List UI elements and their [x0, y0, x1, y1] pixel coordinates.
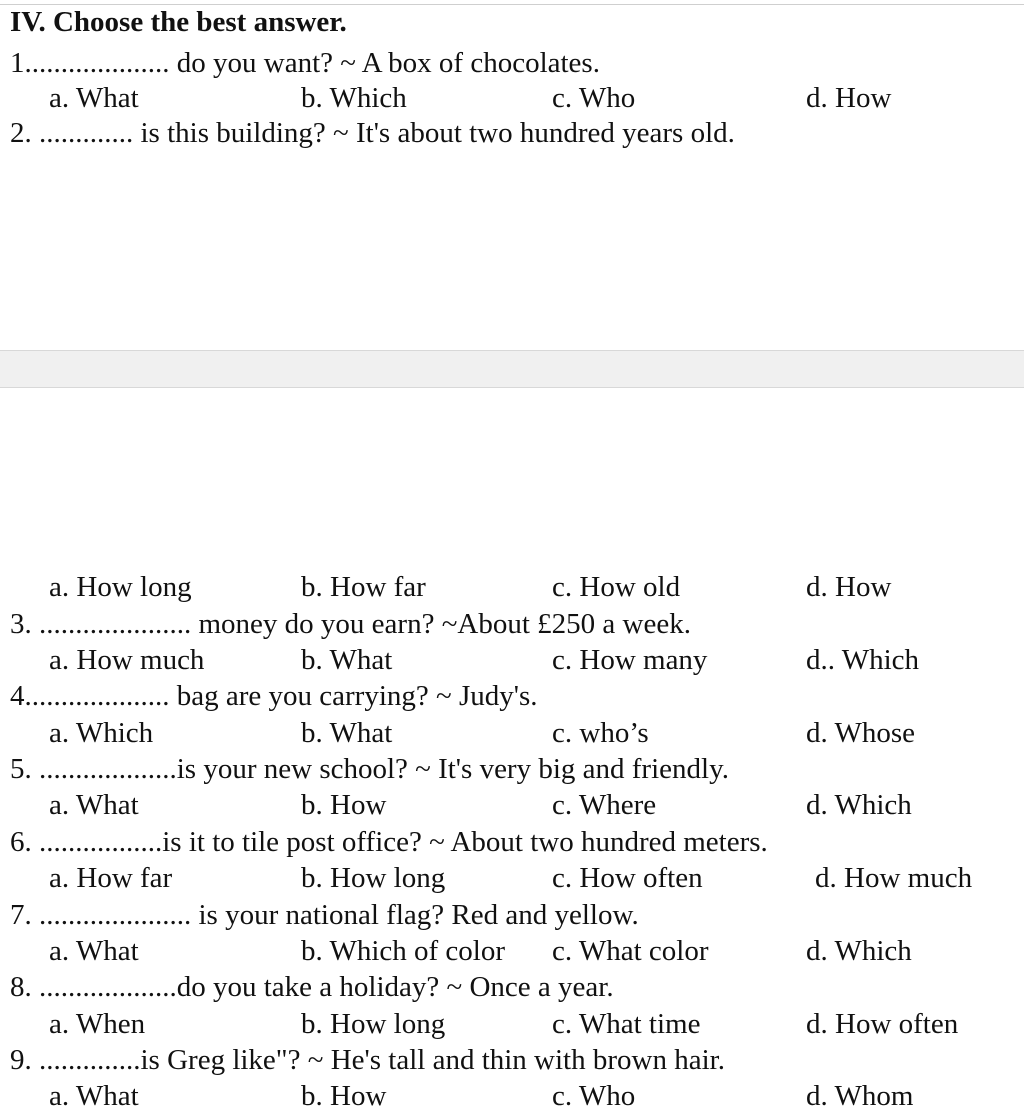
q3-option-c: c. How many — [552, 644, 708, 676]
q7-option-d: d. Which — [806, 935, 912, 967]
q9-option-c: c. Who — [552, 1080, 636, 1112]
q4-option-a: a. Which — [49, 717, 154, 749]
document-page-1 — [0, 40, 1024, 350]
q1-option-c: c. Who — [552, 82, 636, 114]
page-break — [0, 350, 1024, 388]
section-heading: IV. Choose the best answer. — [10, 6, 347, 38]
q4-option-d: d. Whose — [806, 717, 916, 749]
question-8: 8. ...................do you take a holiday? ~ Once a year. — [10, 971, 614, 1003]
q7-option-a: a. What — [49, 935, 139, 967]
q2-option-d: d. How — [806, 571, 892, 603]
q2-option-a: a. How long — [49, 571, 192, 603]
q5-option-d: d. Which — [806, 789, 912, 821]
q6-option-c: c. How often — [552, 862, 703, 894]
question-3: 3. ..................... money do you earn? ~About £250 a week. — [10, 608, 691, 640]
question-9: 9. ..............is Greg like"? ~ He's tall and thin with brown hair. — [10, 1044, 725, 1076]
q9-option-b: b. How — [301, 1080, 387, 1112]
question-4: 4.................... bag are you carrying? ~ Judy's. — [10, 680, 538, 712]
q4-option-b: b. What — [301, 717, 393, 749]
q8-option-d: d. How often — [806, 1008, 959, 1040]
q5-option-b: b. How — [301, 789, 387, 821]
document-page-2 — [0, 388, 1024, 1110]
q7-option-b: b. Which of color — [301, 935, 506, 967]
question-7: 7. ..................... is your national flag? Red and yellow. — [10, 899, 639, 931]
question-1: 1.................... do you want? ~ A box of chocolates. — [10, 47, 600, 79]
q9-option-d: d. Whom — [806, 1080, 914, 1112]
q5-option-a: a. What — [49, 789, 139, 821]
question-2: 2. ............. is this building? ~ It's about two hundred years old. — [10, 117, 735, 149]
question-5: 5. ...................is your new school? ~ It's very big and friendly. — [10, 753, 729, 785]
q8-option-b: b. How long — [301, 1008, 446, 1040]
q6-option-b: b. How long — [301, 862, 446, 894]
q2-option-c: c. How old — [552, 571, 681, 603]
q4-option-c: c. who’s — [552, 717, 649, 749]
q1-option-d: d. How — [806, 82, 892, 114]
q3-option-a: a. How much — [49, 644, 205, 676]
q5-option-c: c. Where — [552, 789, 657, 821]
q8-option-a: a. When — [49, 1008, 146, 1040]
q3-option-b: b. What — [301, 644, 393, 676]
question-6: 6. .................is it to tile post office? ~ About two hundred meters. — [10, 826, 768, 858]
q9-option-a: a. What — [49, 1080, 139, 1112]
q1-option-a: a. What — [49, 82, 139, 114]
q3-option-d: d.. Which — [806, 644, 920, 676]
q2-option-b: b. How far — [301, 571, 426, 603]
q6-option-d: d. How much — [815, 862, 973, 894]
q1-option-b: b. Which — [301, 82, 407, 114]
q6-option-a: a. How far — [49, 862, 173, 894]
q7-option-c: c. What color — [552, 935, 709, 967]
q8-option-c: c. What time — [552, 1008, 701, 1040]
